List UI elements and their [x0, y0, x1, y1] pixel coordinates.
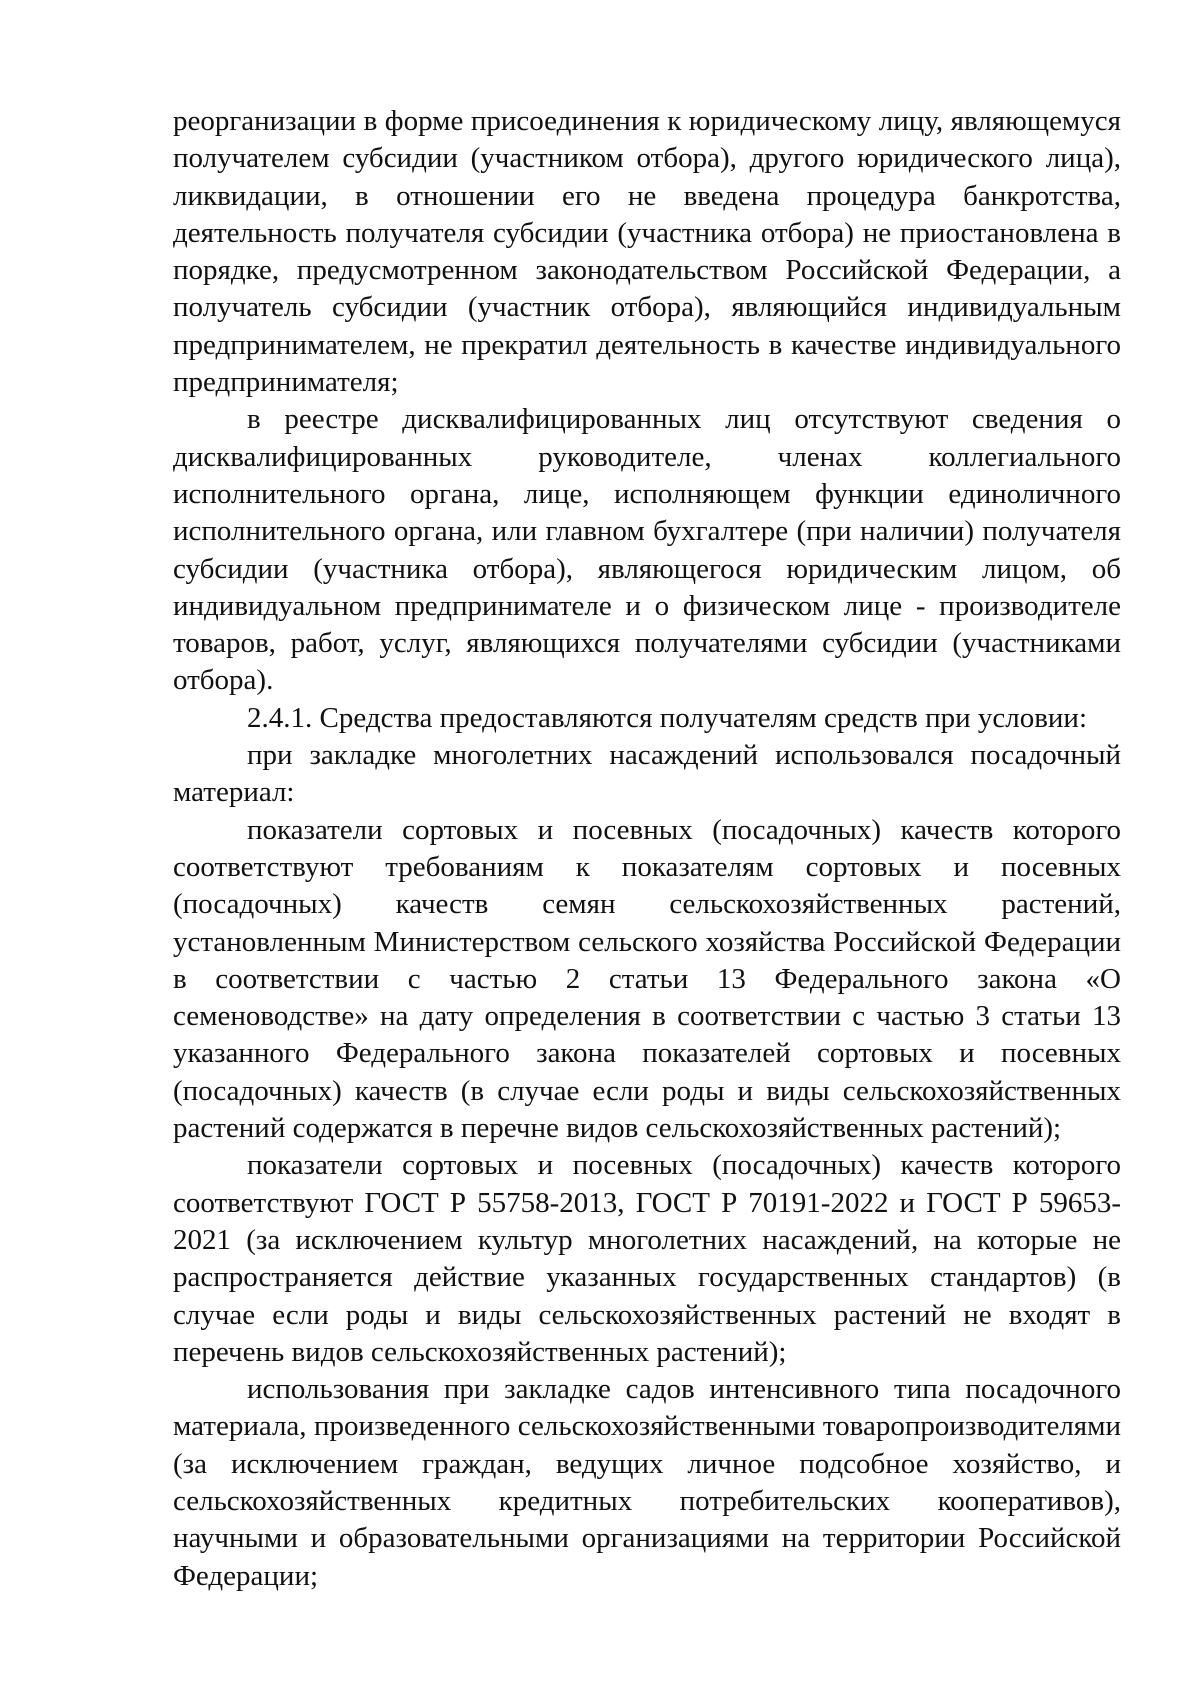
paragraph-disqualified-registry: в реестре дисквалифицированных лиц отсутствуют сведения о дисквалифицированных руководителе, членах коллегиального исполнительного органа, лице, исполняющем функции единоличного исполнительного органа, или главном бухгалтере (при наличии) получателя субсидии (участника отбора), являющегося юридическим лицом, об индивидуальном предпринимателе и о физическом лице - производителе товаров, работ, услуг, являющихся получателями субсидии (участниками отбора).: [173, 403, 1121, 697]
paragraph-seed-quality-requirements: показатели сортовых и посевных (посадочных) качеств которого соответствуют требованиям к показателям сортовых и посевных (посадочных) качеств семян сельскохозяйственных растений, установленным Министерством сельского хозяйства Российской Федерации в соответствии с частью 2 статьи 13 Федерального закона «О семеноводстве» на дату определения в соответствии с частью 3 статьи 13 указанного Федерального закона показателей сортовых и посевных (посадочных) качеств (в случае если роды и виды сельскохозяйственных растений содержатся в перечне видов сельскохозяйственных растений);: [173, 813, 1121, 1145]
document-page: [173, 103, 1121, 1595]
paragraph-planting-material: при закладке многолетних насаждений использовался посадочный материал:: [173, 739, 1121, 809]
paragraph-clause-2-4-1: 2.4.1. Средства предоставляются получателям средств при условии:: [247, 701, 1088, 734]
paragraph-intensive-gardens: использования при закладке садов интенсивного типа посадочного материала, произведенного сельскохозяйственными товаропроизводителями (за исключением граждан, ведущих личное подсобное хозяйство, и сельскохозяйственных кредитных потребительских кооперативов), научными и образовательными организациями на территории Российской Федерации;: [173, 1373, 1121, 1592]
paragraph-reorganization: реорганизации в форме присоединения к юридическому лицу, являющемуся получателем субсидии (участником отбора), другого юридического лица), ликвидации, в отношении его не введена процедура банкротства, деятельность получателя субсидии (участника отбора) не приостановлена в порядке, предусмотренном законодательством Российской Федерации, а получатель субсидии (участник отбора), являющийся индивидуальным предпринимателем, не прекратил деятельность в качестве индивидуального предпринимателя;: [173, 105, 1121, 399]
paragraph-gost-standards: показатели сортовых и посевных (посадочных) качеств которого соответствуют ГОСТ Р 55758-2013, ГОСТ Р 70191-2022 и ГОСТ Р 59653-2021 (за исключением культур многолетних насаждений, на которые не распространяется действие указанных государственных стандартов) (в случае если роды и виды сельскохозяйственных растений не входят в перечень видов сельскохозяйственных растений);: [173, 1149, 1121, 1368]
